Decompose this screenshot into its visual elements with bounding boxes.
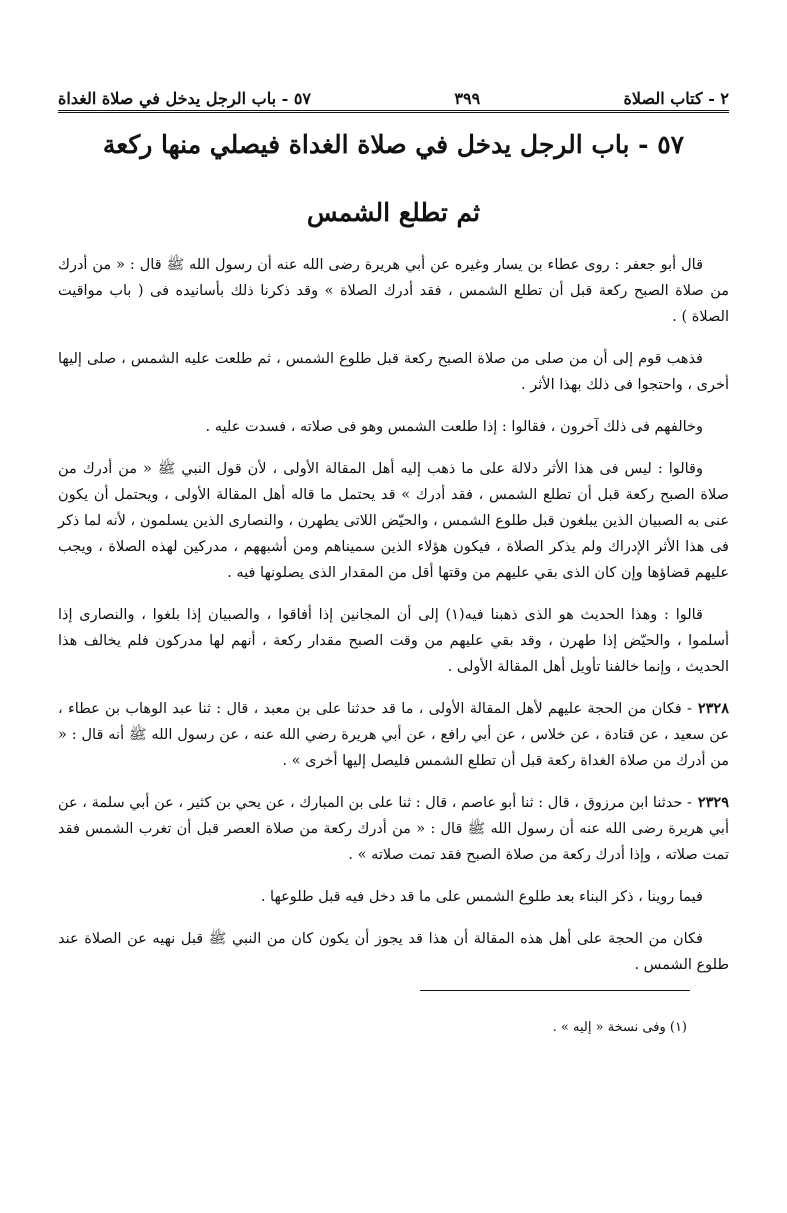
paragraph-3: وخالفهم فى ذلك آخرون ، فقالوا : إذا طلعت الشمس وهو فى صلاته ، فسدت عليه . <box>205 419 703 435</box>
hadith-number: ٢٣٢٩ <box>697 794 729 811</box>
hadith-2328 <box>58 696 729 774</box>
closing-paragraph-1: فيما روينا ، ذكر البناء بعد طلوع الشمس على ما قد دخل فيه قبل طلوعها . <box>260 889 703 905</box>
header-page-number: ٣٩٩ <box>454 89 481 108</box>
closing-paragraph-2: فكان من الحجة على أهل هذه المقالة أن هذا قد يجوز أن يكون كان من النبي ﷺ قبل نهيه عن الصلاة عند طلوع الشمس . <box>58 931 729 973</box>
hadith-text: - فكان من الحجة عليهم لأهل المقالة الأولى ، ما قد حدثنا على بن معبد ، قال : ثنا عبد الوهاب بن عطاء ، عن سعيد ، عن قتادة ، عن خلاس ، عن أبي رافع ، عن أبي هريرة رضي الله عنه ، عن رسول الله ﷺ أنه قال : « من أدرك من صلاة الغداة ركعة قبل أن تطلع الشمس فليصل إليها أخرى » . <box>58 701 729 769</box>
footnote: (١) وفى نسخة « إليه » . <box>552 1020 687 1035</box>
main-text <box>58 252 729 994</box>
hadith-2329 <box>58 790 729 868</box>
chapter-title-line2: ثم تطلع الشمس <box>306 198 481 227</box>
hadith-text: - حدثنا ابن مرزوق ، قال : ثنا أبو عاصم ، قال : ثنا على بن المبارك ، عن يحي بن كثير ، عن أبي سلمة ، عن أبي هريرة رضى الله عنه أن رسول الله ﷺ قال : « من أدرك ركعة من صلاة العصر قبل أن تغرب الشمس فقد تمت صلاته ، وإذا أدرك ركعة من صلاة الصبح فقد تمت صلاته » . <box>58 795 729 863</box>
hadith-number: ٢٣٢٨ <box>697 700 729 717</box>
footnote-rule <box>420 990 690 991</box>
paragraph-5: قالوا : وهذا الحديث هو الذى ذهبنا فيه(١) إلى أن المجانين إذا أفاقوا ، والصبيان إذا بلغوا ، والنصارى إذا أسلموا ، والحيّض إذا طهرن ، وقد بقي عليهم من وقت الصبح مقدار ركعة ، أنهم لها مدركون فلم يخالف هذا الحديث ، وإنما خالفنا تأويل أهل المقالة الأولى . <box>58 607 729 675</box>
paragraph-1: قال أبو جعفر : روى عطاء بن يسار وغيره عن أبي هريرة رضى الله عنه أن رسول الله ﷺ قال : « من أدرك من صلاة الصبح ركعة قبل أن تطلع الشمس ، فقد أدرك الصلاة » وقد ذكرنا ذلك بأسانيده فى ( باب مواقيت الصلاة ) . <box>58 257 729 325</box>
header-double-rule <box>58 110 729 113</box>
running-header <box>58 78 729 108</box>
header-book-title: ٢ - كتاب الصلاة <box>623 89 729 108</box>
paragraph-4: وقالوا : ليس فى هذا الأثر دلالة على ما ذهب إليه أهل المقالة الأولى ، لأن قول النبي ﷺ « من أدرك من صلاة الصبح ركعة قبل أن تطلع الشمس ، فقد أدرك » قد يحتمل ما قاله أهل المقالة الأولى ، ويحتمل أن يكون عنى به الصبيان الذين يبلغون قبل طلوع الشمس ، والحيّض اللاتى يطهرن ، والنصارى الذين يسلمون ، لأنه لما ذكر فى هذا الأثر الإدراك ولم يذكر الصلاة ، فيكون هؤلاء الذين سميناهم ومن أشبههم ، مدركين لهذه الصلاة ، ويجب عليهم قضاؤها وإن كان الذى بقي عليهم من وقتها أقل من المقدار الذى يصلونها فيه . <box>58 461 729 581</box>
paragraph-2: فذهب قوم إلى أن من صلى من صلاة الصبح ركعة قبل طلوع الشمس ، ثم طلعت عليه الشمس ، صلى إليها أخرى ، واحتجوا فى ذلك بهذا الأثر . <box>58 351 729 393</box>
chapter-title-line1: ٥٧ - باب الرجل يدخل في صلاة الغداة فيصلي منها ركعة <box>102 130 685 159</box>
header-chapter-title: ٥٧ - باب الرجل يدخل في صلاة الغداة <box>58 89 312 108</box>
